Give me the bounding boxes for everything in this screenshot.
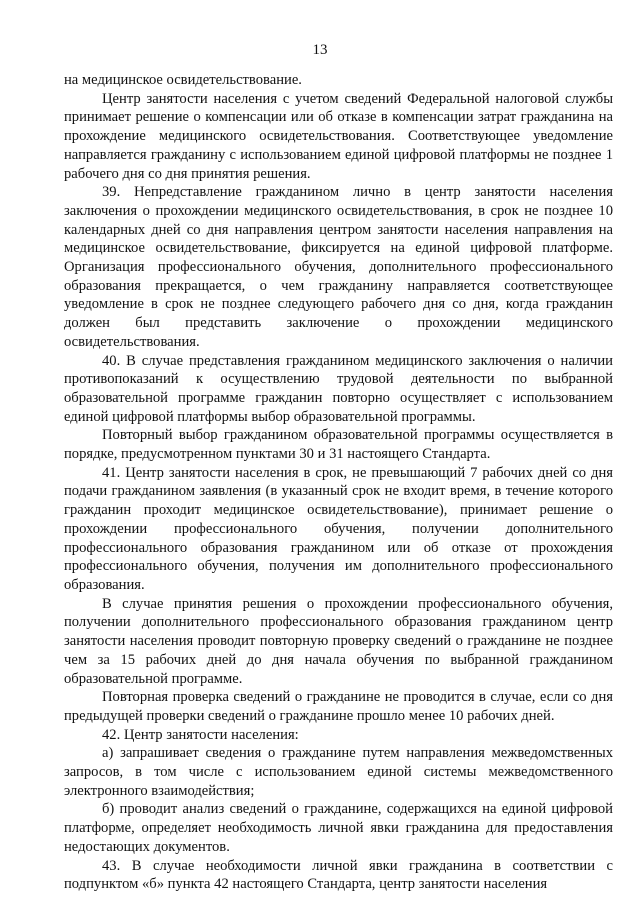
- paragraph-compensation-decision: Центр занятости населения с учетом сведений Федеральной налоговой службы принимает решение о компенсации или об отказе в компенсации затрат гражданина на прохождение медицинского освидетельствования. Соответствующее уведомление направляется гражданину с использованием единой цифровой платформы не позднее 1 рабочего дня со дня принятия решения.: [64, 90, 613, 182]
- paragraph-item-41: 41. Центр занятости населения в срок, не превышающий 7 рабочих дней со дня подачи гражданином заявления (в указанный срок не входит время, в течение которого гражданин проходит медицинское освидетельствование), принимает решение о прохождении профессионального обучения, получении дополнительного профессионального образования гражданином или об отказе от прохождения профессионального обучения, получения им дополнительного профессионального образования.: [64, 464, 613, 593]
- document-body: [64, 71, 613, 894]
- paragraph-item-40: 40. В случае представления гражданином медицинского заключения о наличии противопоказаний к осуществлению трудовой деятельности по выбранной образовательной программе гражданин повторно осуществляет с использованием единой цифровой платформы выбор образовательной программы.: [64, 352, 613, 425]
- paragraph-item-42b: б) проводит анализ сведений о гражданине, содержащихся на единой цифровой платформе, определяет необходимость личной явки гражданина для предоставления недостающих документов.: [64, 801, 613, 855]
- paragraph-item-42a: а) запрашивает сведения о гражданине путем направления межведомственных запросов, в том числе с использованием единой системы межведомственного электронного взаимодействия;: [64, 745, 613, 799]
- paragraph-item-42: 42. Центр занятости населения:: [102, 726, 299, 743]
- paragraph-repeat-check-exception: Повторная проверка сведений о гражданине не проводится в случае, если со дня предыдущей проверки сведений о гражданине прошло менее 10 рабочих дней.: [64, 689, 613, 724]
- paragraph-repeat-choice: Повторный выбор гражданином образовательной программы осуществляется в порядке, предусмотренном пунктами 30 и 31 настоящего Стандарта.: [64, 427, 613, 463]
- paragraph-continuation: на медицинское освидетельствование.: [64, 72, 302, 88]
- paragraph-item-39: 39. Непредставление гражданином лично в центр занятости населения заключения о прохождении медицинского освидетельствования, в срок не позднее 10 календарных дней со дня направления центром занятости населения направления на медицинское освидетельствование, фиксируется на единой цифровой платформе. Организация профессионального обучения, дополнительного профессионального образования прекращается, о чем гражданину направляется соответствующее уведомление в срок не позднее следующего рабочего дня со дня, когда гражданин должен был представить заключение о прохождении медицинского освидетельствования.: [64, 184, 613, 350]
- paragraph-item-43: 43. В случае необходимости личной явки гражданина в соответствии с подпунктом «б» пункта 42 настоящего Стандарта, центр занятости населения: [64, 857, 613, 893]
- page-number: 13: [312, 42, 328, 58]
- paragraph-repeat-check: В случае принятия решения о прохождении профессионального обучения, получении дополнительного профессионального образования гражданином центр занятости населения проводит повторную проверку сведений о гражданине не позднее чем за 15 рабочих дней до дня начала обучения по выбранной гражданином образовательной программе.: [64, 595, 613, 687]
